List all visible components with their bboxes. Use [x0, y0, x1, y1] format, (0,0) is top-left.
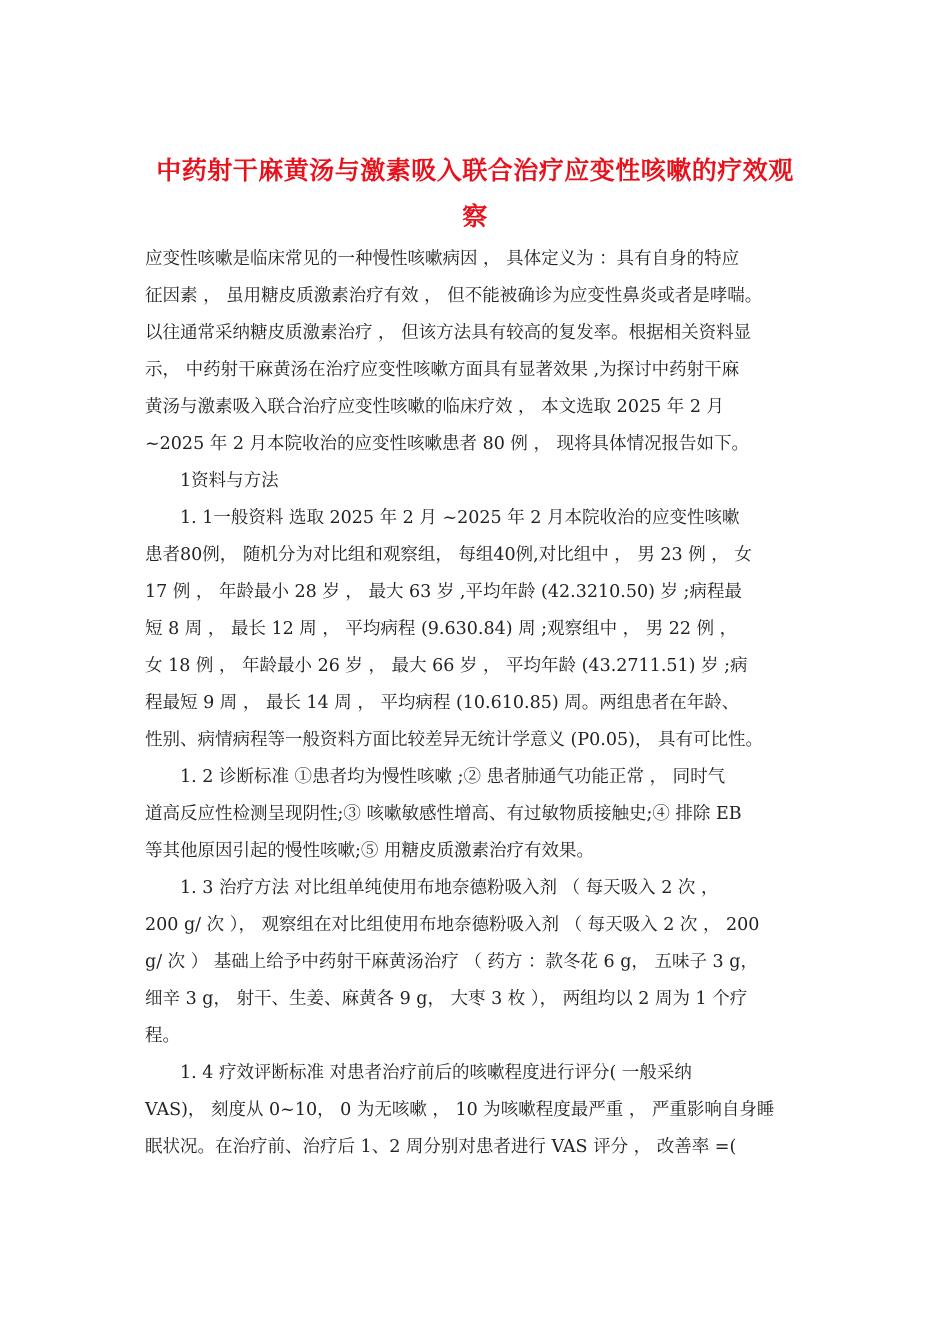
text-line: 细辛 3 g， 射干、生姜、麻黄各 9 g， 大枣 3 枚 ）， 两组均以 2 周为 1 个疗 — [145, 989, 748, 1009]
document-body — [145, 241, 807, 1166]
text-line: 应变性咳嗽是临床常见的一种慢性咳嗽病因 ， 具体定义为 ：具有自身的特应 — [145, 249, 740, 269]
text-line: 示， 中药射干麻黄汤在治疗应变性咳嗽方面具有显著效果 ,为探讨中药射干麻 — [145, 360, 740, 380]
text-line: 1. 4 疗效评断标准 对患者治疗前后的咳嗽程度进行评分( 一般采纳 — [180, 1063, 692, 1083]
text-line: 200 g/ 次 ）， 观察组在对比组使用布地奈德粉吸入剂 （ 每天吸入 2 次 ， 200 — [145, 915, 760, 935]
text-line: g/ 次 ） 基础上给予中药射干麻黄汤治疗 （ 药方 ：款冬花 6 g， 五味子 3 g， — [145, 952, 758, 972]
text-line: 道高反应性检测呈现阴性;③ 咳嗽敏感性增高、有过敏物质接触史;④ 排除 EB — [145, 804, 742, 824]
text-line: 患者80例， 随机分为对比组和观察组， 每组40例,对比组中 ， 男 23 例 ， 女 — [145, 545, 752, 565]
text-line: 短 8 周 ， 最长 12 周 ， 平均病程 (9.630.84) 周 ;观察组中 ， 男 22 例 ， — [145, 619, 738, 639]
text-line: 1. 2 诊断标准 ①患者均为慢性咳嗽 ;② 患者肺通气功能正常 ， 同时气 — [180, 767, 726, 787]
text-line: 以往通常采纳糖皮质激素治疗 ， 但该方法具有较高的复发率。根据相关资料显 — [145, 323, 752, 343]
text-line: 1. 3 治疗方法 对比组单纯使用布地奈德粉吸入剂 （ 每天吸入 2 次 ， — [180, 878, 719, 898]
text-line: VAS)， 刻度从 0~10， 0 为无咳嗽 ， 10 为咳嗽程度最严重 ， 严重影响自身睡 — [145, 1100, 775, 1120]
text-line: 程最短 9 周 ， 最长 14 周 ， 平均病程 (10.610.85) 周。两组患者在年龄、 — [145, 693, 740, 713]
page-title: 中药射干麻黄汤与激素吸入联合治疗应变性咳嗽的疗效观察 — [156, 156, 794, 231]
text-line: 女 18 例 ， 年龄最小 26 岁 ， 最大 66 岁 ， 平均年龄 (43.2711.51) 岁 ;病 — [145, 656, 748, 676]
text-line: 征因素 ， 虽用糖皮质激素治疗有效 ， 但不能被确诊为应变性鼻炎或者是哮喘。 — [145, 286, 763, 306]
text-line: 程。 — [145, 1026, 180, 1046]
text-line: ~2025 年 2 月本院收治的应变性咳嗽患者 80 例 ， 现将具体情况报告如下。 — [145, 434, 750, 454]
text-line: 眠状况。在治疗前、治疗后 1、2 周分别对患者进行 VAS 评分 ， 改善率 =( — [145, 1137, 737, 1157]
text-line: 性别、病情病程等一般资料方面比较差异无统计学意义 (P0.05)， 具有可比性。 — [145, 730, 764, 750]
text-line: 黄汤与激素吸入联合治疗应变性咳嗽的临床疗效 ， 本文选取 2025 年 2 月 — [145, 397, 725, 417]
text-line: 1资料与方法 — [180, 471, 279, 491]
text-line: 17 例 ， 年龄最小 28 岁 ， 最大 63 岁 ,平均年龄 (42.3210.50) 岁 ;病程最 — [145, 582, 742, 602]
text-line: 1. 1一般资料 选取 2025 年 2 月 ~2025 年 2 月本院收治的应变性咳嗽 — [180, 508, 740, 528]
text-line: 等其他原因引起的慢性咳嗽;⑤ 用糖皮质激素治疗有效果。 — [145, 841, 594, 861]
